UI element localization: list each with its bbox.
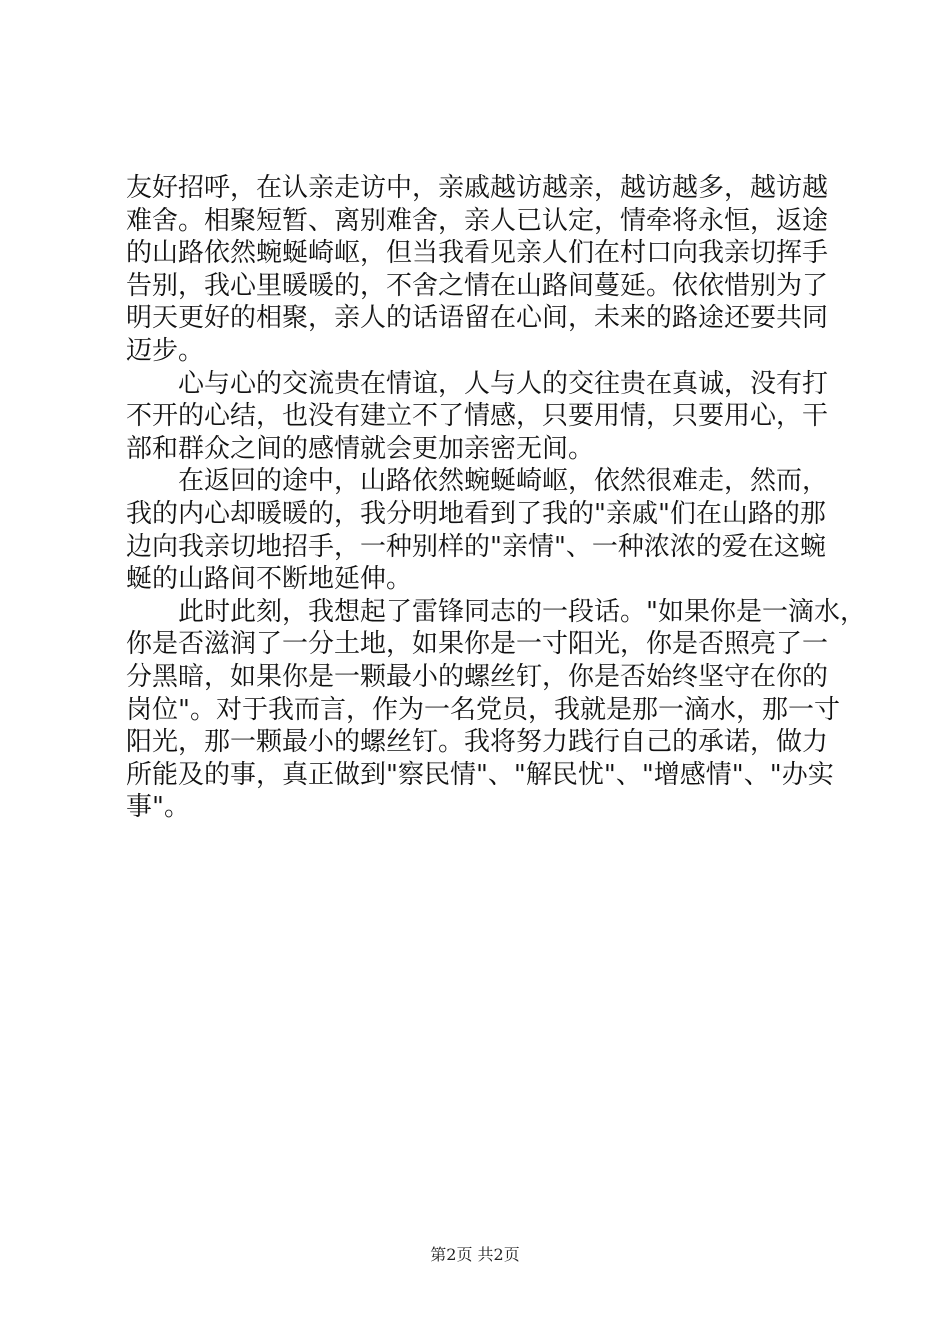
paragraph-line: 明天更好的相聚，亲人的话语留在心间，未来的路途还要共同 xyxy=(126,303,829,334)
paragraph-line: 你是否滋润了一分土地，如果你是一寸阳光，你是否照亮了一 xyxy=(126,629,829,660)
paragraph-line: 事"。 xyxy=(126,792,190,823)
paragraph-line: 我的内心却暖暖的，我分明地看到了我的"亲戚"们在山路的那 xyxy=(126,498,826,529)
document-body xyxy=(126,172,866,824)
paragraph-line: 阳光，那一颗最小的螺丝钉。我将努力践行自己的承诺，做力 xyxy=(126,727,829,758)
paragraph-line: 的山路依然蜿蜒崎岖，但当我看见亲人们在村口向我亲切挥手 xyxy=(126,238,829,269)
paragraph-line: 分黑暗，如果你是一颗最小的螺丝钉，你是否始终坚守在你的 xyxy=(126,661,829,692)
paragraph-line: 难舍。相聚短暂、离别难舍，亲人已认定，情牵将永恒，返途 xyxy=(126,205,829,236)
paragraph-line: 告别，我心里暖暖的，不舍之情在山路间蔓延。依依惜别为了 xyxy=(126,270,829,301)
paragraph-line: 岗位"。对于我而言，作为一名党员，我就是那一滴水，那一寸 xyxy=(126,694,840,725)
paragraph-line: 不开的心结，也没有建立不了情感，只要用情，只要用心，干 xyxy=(126,401,829,432)
paragraph-line: 蜒的山路间不断地延伸。 xyxy=(126,564,413,595)
paragraph-line: 部和群众之间的感情就会更加亲密无间。 xyxy=(126,433,595,464)
paragraph-line: 心与心的交流贵在情谊，人与人的交往贵在真诚，没有打 xyxy=(178,368,829,399)
page-footer: 第2页 共2页 xyxy=(430,1245,520,1264)
paragraph xyxy=(126,596,866,824)
paragraph xyxy=(126,172,829,368)
paragraph-line: 在返回的途中，山路依然蜿蜒崎岖，依然很难走，然而， xyxy=(178,466,829,497)
paragraph-line: 边向我亲切地招手，一种别样的"亲情"、一种浓浓的爱在这蜿 xyxy=(126,531,826,562)
paragraph-line: 友好招呼，在认亲走访中，亲戚越访越亲，越访越多，越访越 xyxy=(126,173,829,203)
paragraph-line: 此时此刻，我想起了雷锋同志的一段话。"如果你是一滴水， xyxy=(178,596,866,627)
paragraph xyxy=(126,465,829,595)
paragraph-line: 所能及的事，真正做到"察民情"、"解民忧"、"增感情"、"办实 xyxy=(126,759,834,790)
paragraph xyxy=(126,368,829,466)
paragraph-line: 迈步。 xyxy=(126,335,205,366)
